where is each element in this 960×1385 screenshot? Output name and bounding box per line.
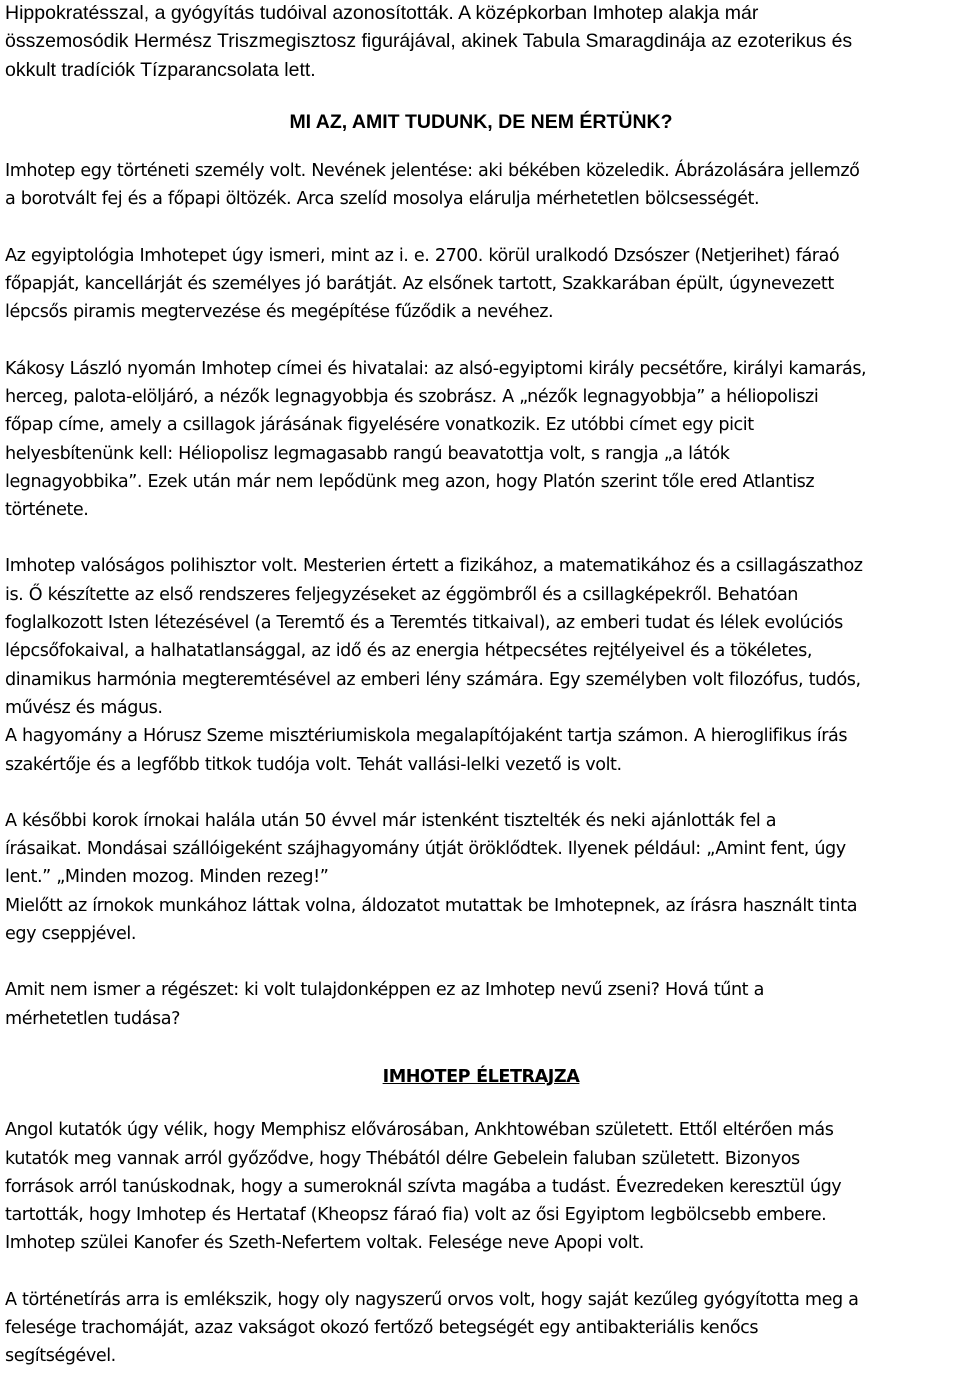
paragraph-egyptology: Az egyiptológia Imhotepet úgy ismeri, mint az i. e. 2700. körül uralkodó Dzsószer (Netjerihet) fáraó főpapját, kancellárját és személyes jó barátját. Az elsőnek tartott, Szakkarában épült, úgynevezett lépcsős piramis megtervezése és megépítése fűződik a nevéhez. (5, 245, 840, 323)
document-page (5, 0, 957, 1371)
paragraph-polymath: Imhotep valóságos polihisztor volt. Mesterien értett a fizikához, a matematikához és a csillagászathoz is. Ő készítette az első rendszeres feljegyzéseket az éggömbről és a csillagképekről. Behatóan foglalkozott Isten létezésével (a Teremtő és a Teremtés titkaival), az emberi tudat és lélek evolúciós lépcsőfokaival, a halhatatlansággal, az idő és az energia hétpecsétes rejtélyeivel és a tökéletes, dinamikus harmónia megteremtésével az emberi lény számára. Egy személyben volt filozófus, tudós, művész és mágus. (5, 556, 863, 718)
paragraph-historical-person: Imhotep egy történeti személy volt. Nevének jelentése: aki békében közeledik. Ábrázolására jellemző a borotvált fej és a főpapi öltözék. Arca szelíd mosolya elárulja mérhetetlen bölcsességét. (5, 161, 860, 210)
paragraph-scribes: A későbbi korok írnokai halála után 50 évvel már istenként tisztelték és neki ajánlották fel a írásaikat. Mondásai szállóigeként szájhagyomány útját öröklődtek. Ilyenek például: „Amint fent, úgy lent.” „Minden mozog. Minden rezeg!” (5, 810, 846, 888)
paragraph-birthplace: Angol kutatók úgy vélik, hogy Memphisz elővárosában, Ankhtowéban született. Ettől eltérően más kutatók meg vannak arról győződve, hogy Thébától délre Gebelein faluban született. Bizonyos források arról tanúskodnak, hogy a sumeroknál szívta magába a tudást. Évezredeken keresztül úgy tartották, hogy Imhotep és Hertataf (Kheopsz fáraó fia) volt az ősi Egyiptom legbölcsebb embere. Imhotep szülei Kanofer és Szeth-Nefertem voltak. Felesége neve Apopi volt. (5, 1120, 842, 1254)
paragraph-question: Amit nem ismer a régészet: ki volt tulajdonképpen ez az Imhotep nevű zseni? Hová tűnt a mérhetetlen tudása? (5, 980, 764, 1029)
paragraph-physician: A történetírás arra is emlékszik, hogy oly nagyszerű orvos volt, hogy saját kezűleg gyógyította meg a felesége trachomáját, azaz vakságot okozó fertőző betegségét egy antibakteriális kenőcs segítségével. (5, 1289, 859, 1367)
paragraph-tradition: A hagyomány a Hórusz Szeme misztériumiskola megalapítójaként tartja számon. A hieroglifikus írás szakértője és a legfőbb titkok tudója volt. Tehát vallási-lelki vezető is volt. (5, 726, 848, 775)
paragraph-offering: Mielőtt az írnokok munkához láttak volna, áldozatot mutattak be Imhotepnek, az írásra használt tinta egy cseppjével. (5, 895, 858, 945)
section-heading-mi-az: MI AZ, AMIT TUDUNK, DE NEM ÉRTÜNK? (289, 110, 673, 133)
section-heading-eletrajz: IMHOTEP ÉLETRAJZA (382, 1066, 580, 1087)
paragraph-titles: Kákosy László nyomán Imhotep címei és hivatalai: az alsó-egyiptomi király pecsétőre, királyi kamarás, herceg, palota-elöljáró, a nézők legnagyobbja és szobrász. A „nézők legnagyobbja” a héliopoliszi főpap címe, amely a csillagok járásának figyelésére vonatkozik. Ez utóbbi címet egy picit helyesbítenünk kell: Héliopolisz legmagasabb rangú beavatottja volt, s rangja „a látók legnagyobbika”. Ezek után már nem lepődünk meg azon, hogy Platón szerint tőle ered Atlantisz története. (5, 358, 867, 521)
intro-paragraph: Hippokratésszal, a gyógyítás tudóival azonosították. A középkorban Imhotep alakja már összemosódik Hermész Triszmegisztosz figurájával, akinek Tabula Smaragdinája az ezoterikus és okkult tradíciók Tízparancsolata lett. (5, 2, 853, 81)
